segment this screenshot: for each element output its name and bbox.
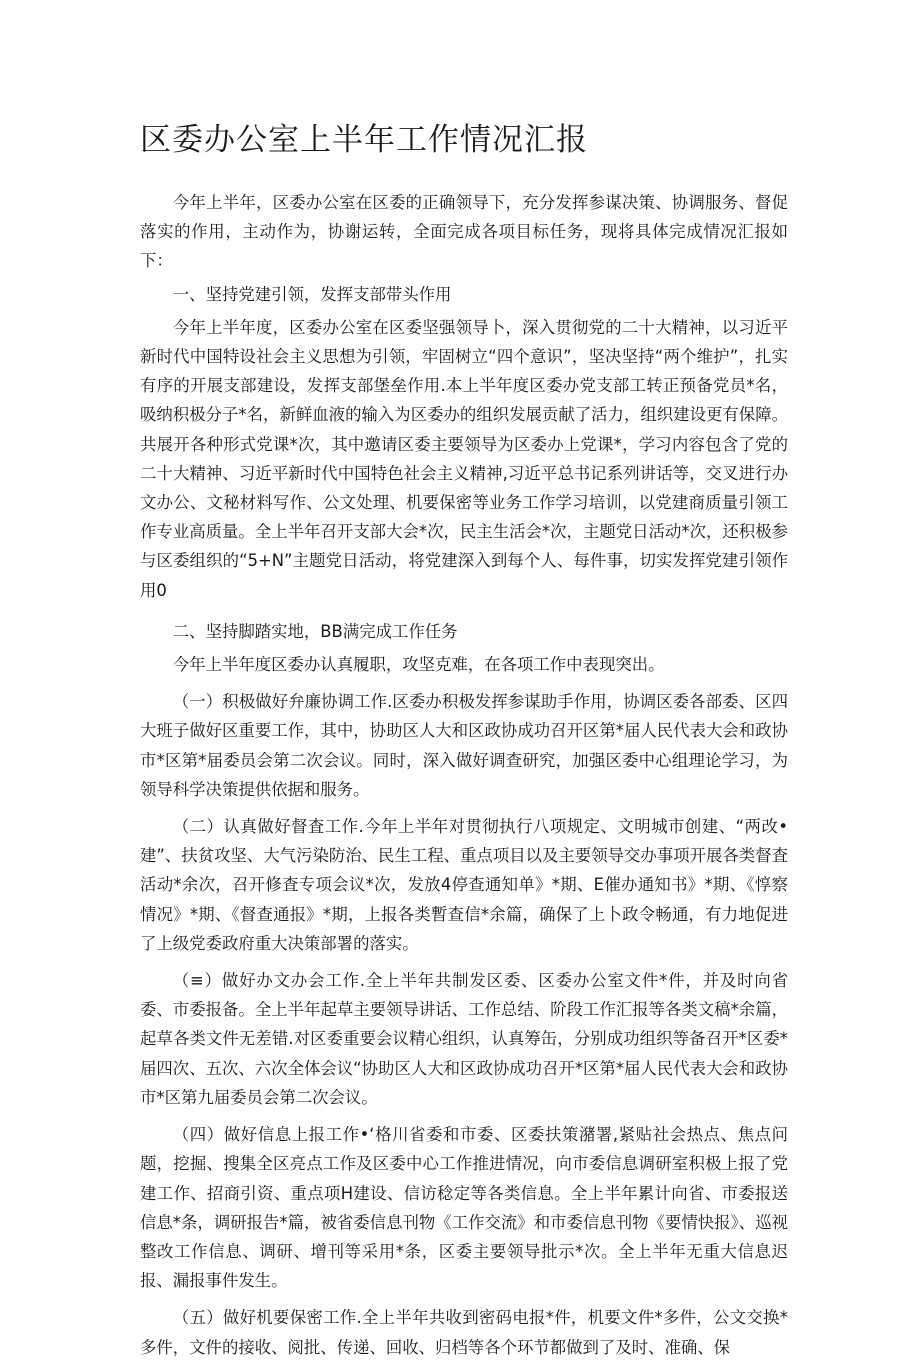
intro-paragraph: 今年上半年，区委办公室在区委的正确领导下，充分发挥参谋决策、协调服务、督促落实的作用，主动作为，协谢运转，全面完成各项目标任务，现将具体完成情况汇报如下： — [140, 193, 788, 271]
document-title: 区委办公室上半年工作情况汇报 — [140, 122, 588, 158]
section-2-heading: 二、坚持脚踏实地，BB满完成工作任务 — [172, 621, 458, 641]
section-2-item-4: （四）做好信息上报工作•‘格川省委和市委、区委扶策潴署,紧贴社会热点、焦点问题，挖掘、搜集全区亮点工作及区委中心工作推进情况，向市委信息调研室积极上报了党建工作、招商引资、重点项H建设、信访稔定等各类信息。全上半年累计向省、市委报送信息*条，调研报告*篇，被省委信息刊物《工作交流》和市委信息刊物《要情快报》、巡视整改工作信息、调研、增刊等采用*条，区委主要领导批示*次。全上半年无重大信息迟报、漏报事件发生。 — [140, 1125, 788, 1291]
section-1-body: 今年上半年度，区委办公室在区委坚强领导卜，深入贯彻党的二十大精神，以习近平新时代中国特设社会主义思想为引领，牢固树立“四个意识”，坚决坚持“两个维护”，扎实有序的开展支部建设，发挥支部堡垒作用.本上半年度区委办党支部工转正预备党员*名，吸纳积极分子*名，新鲜血液的输入为区委办的组织发展贡献了活力，组织建设更有保障。共展开各种形式党课*次，其中邀请区委主要领导为区委办上党课*，学习内容包含了党的二十大精神、习近平新时代中国特色社会主义精神,习近平总书记系列讲话等，交叉进行办文办公、文秘材料写作、公文处理、机要保密等业务工作学习培训，以党建商质量引领工作专业高质量。全上半年召开支部大会*次，民主生活会*次，主题党日活动*次，还积极参与区委组织的“5+N”主题党日活动，将党建深入到每个人、每件事，切实发挥党建引领作用0 — [140, 317, 788, 600]
section-2-item-5: （五）做好机要保密工作.全上半年共收到密码电报*件，机要文件*多件，公文交换*多件，文件的接收、阅批、传递、回收、归档等各个环节都做到了及时、准确、保 — [140, 1308, 788, 1357]
section-2-item-2: （二）认真做好督査工作.今年上半年对贯彻执行八项规定、文明城市创建、“两改•建”、扶贫攻坚、大气污染防治、民生工程、重点项目以及主要领导交办事项开展各类督査活动*余次，召开修査专项会议*次，发放4停查通知单》*期、E催办通知书》*期、《惇察情况》*期、《督查通报》*期，上报各类暫查信*余篇，确保了上卜政令畅通，有力地促进了上级党委政府重大决策部署的落实。 — [140, 817, 788, 953]
section-1-heading: 一、坚持党建引领，发挥支部带头作用 — [172, 284, 452, 304]
section-2-lead: 今年上半年度区委办认真履职，攻坚克难，在各项工作中表现突出。 — [172, 655, 665, 675]
section-2-item-3: （≡）做好办文办会工作.全上半年共制发区委、区委办公室文件*件，并及时向省委、市委报备。全上半年起草主要领导讲话、工作总结、阶段工作汇报等各类文稿*余篇，起草各类文件无差错.对区委重要会议精心组织，认真筹缶，分别成功组织等备召开*区委*届四次、五次、六次全体会议“协助区人大和区政协成功召开*区第*届人民代表大会和政协市*区第九届委员会第二次会议。 — [140, 971, 788, 1107]
document-page — [140, 118, 788, 1362]
section-2-item-1: （一）积极做好弁廉协调工作.区委办积极发挥参谋助手作用，协调区委各部委、区四大班子做好区重要工作，其中，协助区人大和区政协成功召开区第*届人民代表大会和政协市*区第*届委员会第二次会议。同时，深入做好调查研究，加强区委中心组理论学习，为领导科学决策提供依据和服务。 — [140, 692, 788, 799]
